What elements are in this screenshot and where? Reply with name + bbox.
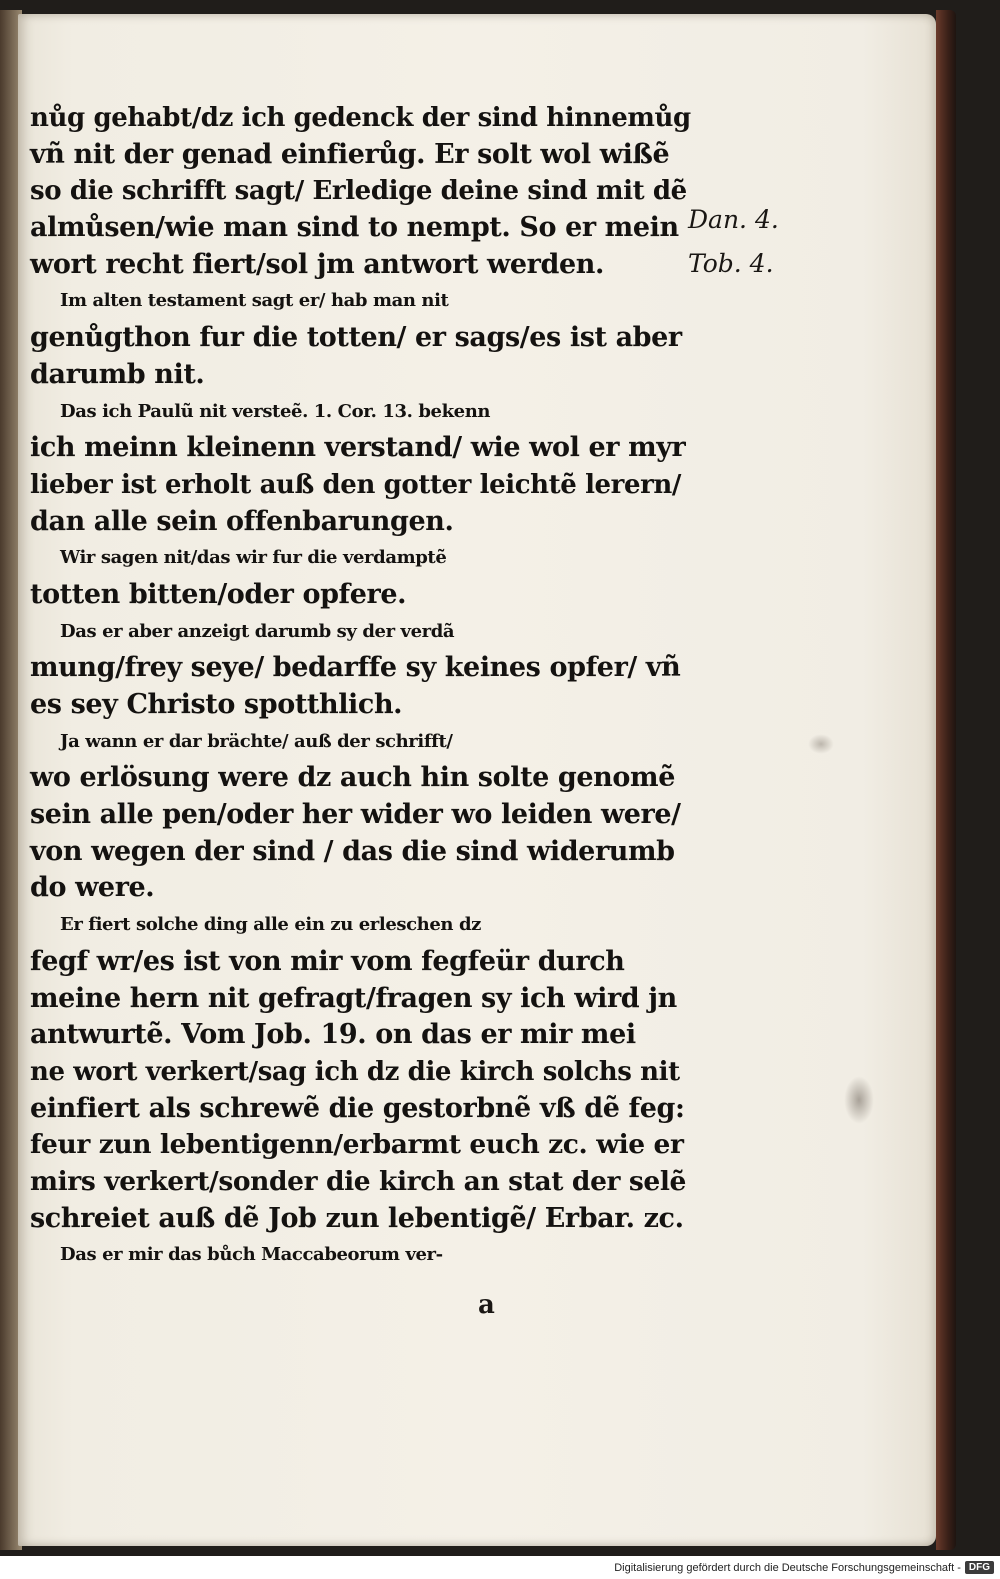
- text-line: feur zun lebentigenn/erbarmt euch zc. wie er: [30, 1129, 684, 1161]
- signature-mark: a: [478, 1290, 495, 1320]
- text-line: darumb nit.: [30, 358, 205, 390]
- marginal-note-tob: Tob. 4.: [688, 249, 774, 278]
- text-line: Das er aber anzeigt darumb sy der verdã: [60, 620, 455, 642]
- footer-credit: Digitalisierung gefördert durch die Deutsche Forschungsgemeinschaft -: [614, 1561, 961, 1574]
- text-line: dan alle sein offenbarungen.: [30, 505, 454, 537]
- text-line: wort recht fiert/sol jm antwort werden.: [30, 248, 604, 280]
- dfg-logo-icon: DFG: [965, 1561, 994, 1574]
- text-line: almůsen/wie man sind to nempt. So er mein: [30, 212, 679, 244]
- text-line: einfiert als schrewẽ die gestorbnẽ vß dẽ feg:: [30, 1092, 685, 1124]
- text-line: von wegen der sind / das die sind widerumb: [30, 835, 675, 867]
- text-line: so die schrifft sagt/ Erledige deine sind mit dẽ: [30, 176, 687, 207]
- text-line: mung/frey seye/ bedarffe sy keines opfer/ vñ: [30, 652, 681, 684]
- text-line: wo erlösung were dz auch hin solte genomẽ: [30, 762, 675, 794]
- text-line: Er fiert solche ding alle ein zu erleschen dz: [60, 914, 481, 936]
- text-line: Das er mir das bůch Maccabeorum ver-: [60, 1244, 443, 1266]
- book-fore-edge: [936, 10, 956, 1550]
- paper-stain: [808, 734, 834, 754]
- paper-stain: [844, 1076, 874, 1124]
- marginal-notes: [688, 198, 779, 286]
- text-line: genůgthon fur die totten/ er sags/es ist aber: [30, 322, 682, 354]
- digitization-footer: [0, 1556, 1000, 1579]
- text-line: meine hern nit gefragt/fragen sy ich wird jn: [30, 982, 677, 1014]
- text-line: sein alle pen/oder her wider wo leiden were/: [30, 799, 681, 831]
- text-line: ne wort verkert/sag ich dz die kirch solchs nit: [30, 1056, 680, 1087]
- text-line: vñ nit der genad einfierůg. Er solt wol wißẽ: [30, 138, 670, 170]
- text-line: Im alten testament sagt er/ hab man nit: [60, 290, 449, 312]
- text-line: Das ich Paulũ nit versteẽ. 1. Cor. 13. bekenn: [60, 400, 491, 422]
- text-line: Wir sagen nit/das wir fur die verdamptẽ: [60, 547, 447, 569]
- text-line: totten bitten/oder opfere.: [30, 578, 407, 610]
- text-line: lieber ist erholt auß den gotter leichtẽ lerern/: [30, 469, 682, 500]
- text-line: do were.: [30, 872, 155, 904]
- text-line: ich meinn kleinenn verstand/ wie wol er myr: [30, 432, 686, 464]
- marginal-note-dan: Dan. 4.: [688, 205, 779, 234]
- text-line: es sey Christo spotthlich.: [30, 689, 403, 720]
- text-line: antwurtẽ. Vom Job. 19. on das er mir mei: [30, 1019, 636, 1051]
- text-line: fegf wr/es ist von mir vom fegfeür durch: [30, 945, 625, 977]
- text-line: schreiet auß dẽ Job zun lebentigẽ/ Erbar. zc.: [30, 1202, 684, 1234]
- text-line: mirs verkert/sonder die kirch an stat der selẽ: [30, 1165, 687, 1197]
- body-text: [30, 100, 690, 1274]
- text-line: Ja wann er dar brächte/ auß der schrifft/: [60, 730, 453, 752]
- text-line: nůg gehabt/dz ich gedenck der sind hinnemůg: [30, 103, 691, 133]
